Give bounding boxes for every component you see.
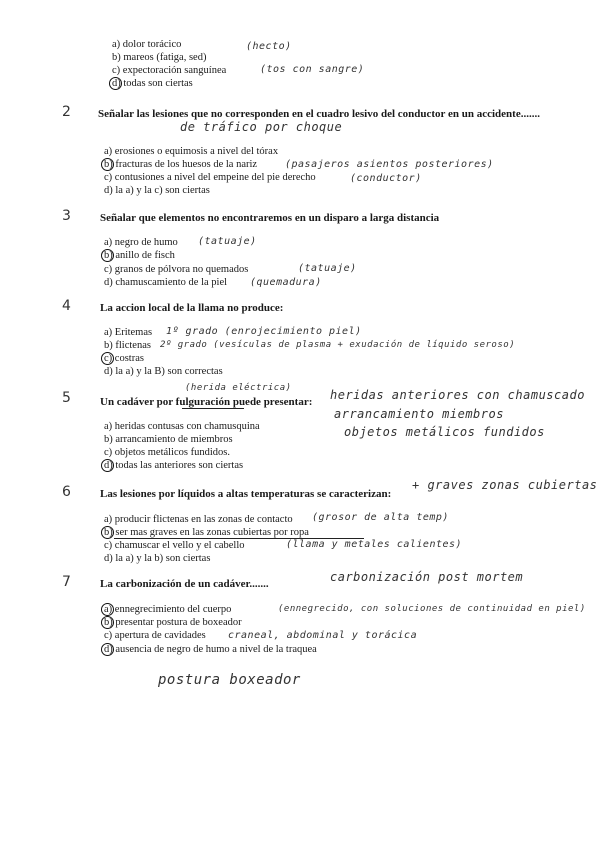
handwritten-note: 1º grado (enrojecimiento piel) bbox=[166, 326, 362, 337]
question-number: 2 bbox=[62, 104, 71, 120]
answer-option: d) la a) y la b) son ciertas bbox=[104, 553, 211, 564]
answer-option: b) anillo de fisch bbox=[104, 250, 175, 261]
handwritten-note: (tatuaje) bbox=[298, 263, 357, 274]
selected-answer-mark bbox=[109, 77, 122, 90]
handwritten-note: heridas anteriores con chamuscado bbox=[330, 388, 585, 402]
answer-option: b) ser mas graves en las zonas cubiertas por ropa bbox=[104, 527, 309, 538]
handwritten-note: craneal, abdominal y torácica bbox=[228, 630, 418, 641]
answer-option: a) erosiones o equimosis a nivel del tórax bbox=[104, 146, 279, 157]
selected-answer-mark bbox=[101, 643, 114, 656]
answer-option: c) costras bbox=[104, 353, 144, 364]
question-text: La accion local de la llama no produce: bbox=[100, 302, 284, 314]
question-text: Las lesiones por líquidos a altas temperaturas se caracterizan: bbox=[100, 488, 392, 500]
question-number: 7 bbox=[62, 574, 71, 590]
handwritten-note: (conductor) bbox=[350, 173, 422, 184]
question-number: 3 bbox=[62, 208, 71, 224]
answer-option: b) arrancamiento de miembros bbox=[104, 434, 233, 445]
handwritten-note: objetos metálicos fundidos bbox=[344, 425, 545, 439]
handwritten-note: (tos con sangre) bbox=[260, 64, 365, 75]
answer-option: c) contusiones a nivel del empeine del pie derecho bbox=[104, 172, 316, 183]
answer-option: c) objetos metálicos fundidos. bbox=[104, 447, 230, 458]
answer-option: c) granos de pólvora no quemados bbox=[104, 264, 249, 275]
question-text: Señalar que elementos no encontraremos en un disparo a larga distancia bbox=[100, 212, 440, 224]
handwritten-note: de tráfico por choque bbox=[180, 120, 343, 134]
selected-answer-mark bbox=[101, 352, 114, 365]
handwritten-note: (hecto) bbox=[246, 41, 292, 52]
answer-option: d) todas son ciertas bbox=[112, 78, 193, 89]
handwritten-note: (tatuaje) bbox=[198, 236, 257, 247]
answer-option: a) ennegrecimiento del cuerpo bbox=[104, 604, 232, 615]
answer-option: a) producir flictenas en las zonas de contacto bbox=[104, 514, 293, 525]
selected-answer-mark bbox=[101, 616, 114, 629]
handwritten-note: + graves zonas cubiertas bbox=[412, 478, 598, 492]
selected-answer-mark bbox=[101, 249, 114, 262]
handwritten-note: (quemadura) bbox=[250, 277, 322, 288]
answer-option: c) expectoración sanguínea bbox=[112, 65, 227, 76]
question-number: 6 bbox=[62, 484, 71, 500]
answer-option: b) mareos (fatiga, sed) bbox=[112, 52, 207, 63]
question-number: 5 bbox=[62, 390, 71, 406]
answer-option: d) todas las anteriores son ciertas bbox=[104, 460, 244, 471]
answer-option: d) chamuscamiento de la piel bbox=[104, 277, 228, 288]
answer-option: c) apertura de cavidades bbox=[104, 630, 206, 641]
underline-mark bbox=[114, 538, 364, 539]
question-text: La carbonización de un cadáver....... bbox=[100, 578, 269, 590]
answer-option: c) chamuscar el vello y el cabello bbox=[104, 540, 245, 551]
handwritten-note: postura boxeador bbox=[158, 672, 301, 688]
answer-option: a) negro de humo bbox=[104, 237, 178, 248]
answer-option: a) dolor torácico bbox=[112, 39, 182, 50]
selected-answer-mark bbox=[101, 158, 114, 171]
handwritten-note: carbonización post mortem bbox=[330, 570, 524, 584]
answer-option: d) ausencia de negro de humo a nivel de la traquea bbox=[104, 644, 317, 655]
selected-answer-mark bbox=[101, 459, 114, 472]
handwritten-note: (ennegrecido, con soluciones de continuidad en piel) bbox=[278, 604, 586, 614]
answer-option: b) fracturas de los huesos de la nariz bbox=[104, 159, 258, 170]
handwritten-note: arrancamiento miembros bbox=[334, 407, 504, 421]
answer-option: b) flictenas bbox=[104, 340, 151, 351]
question-number: 4 bbox=[62, 298, 71, 314]
underline-mark bbox=[182, 408, 244, 409]
answer-option: b) presentar postura de boxeador bbox=[104, 617, 242, 628]
handwritten-note: (llama y metales calientes) bbox=[286, 539, 463, 550]
handwritten-note: 2º grado (vesículas de plasma + exudación de líquido seroso) bbox=[160, 340, 516, 350]
answer-option: d) la a) y la B) son correctas bbox=[104, 366, 223, 377]
selected-answer-mark bbox=[101, 603, 114, 616]
handwritten-note: (herida eléctrica) bbox=[185, 383, 292, 393]
answer-option: a) Eritemas bbox=[104, 327, 153, 338]
answer-option: a) heridas contusas con chamusquina bbox=[104, 421, 260, 432]
handwritten-note: (grosor de alta temp) bbox=[312, 512, 449, 523]
answer-option: d) la a) y la c) son ciertas bbox=[104, 185, 210, 196]
selected-answer-mark bbox=[101, 526, 114, 539]
handwritten-note: (pasajeros asientos posteriores) bbox=[285, 159, 494, 170]
question-text: Señalar las lesiones que no corresponden en el cuadro lesivo del conductor en un accidente....... bbox=[98, 108, 540, 120]
question-text: Un cadáver por fulguración puede presentar: bbox=[100, 396, 313, 408]
